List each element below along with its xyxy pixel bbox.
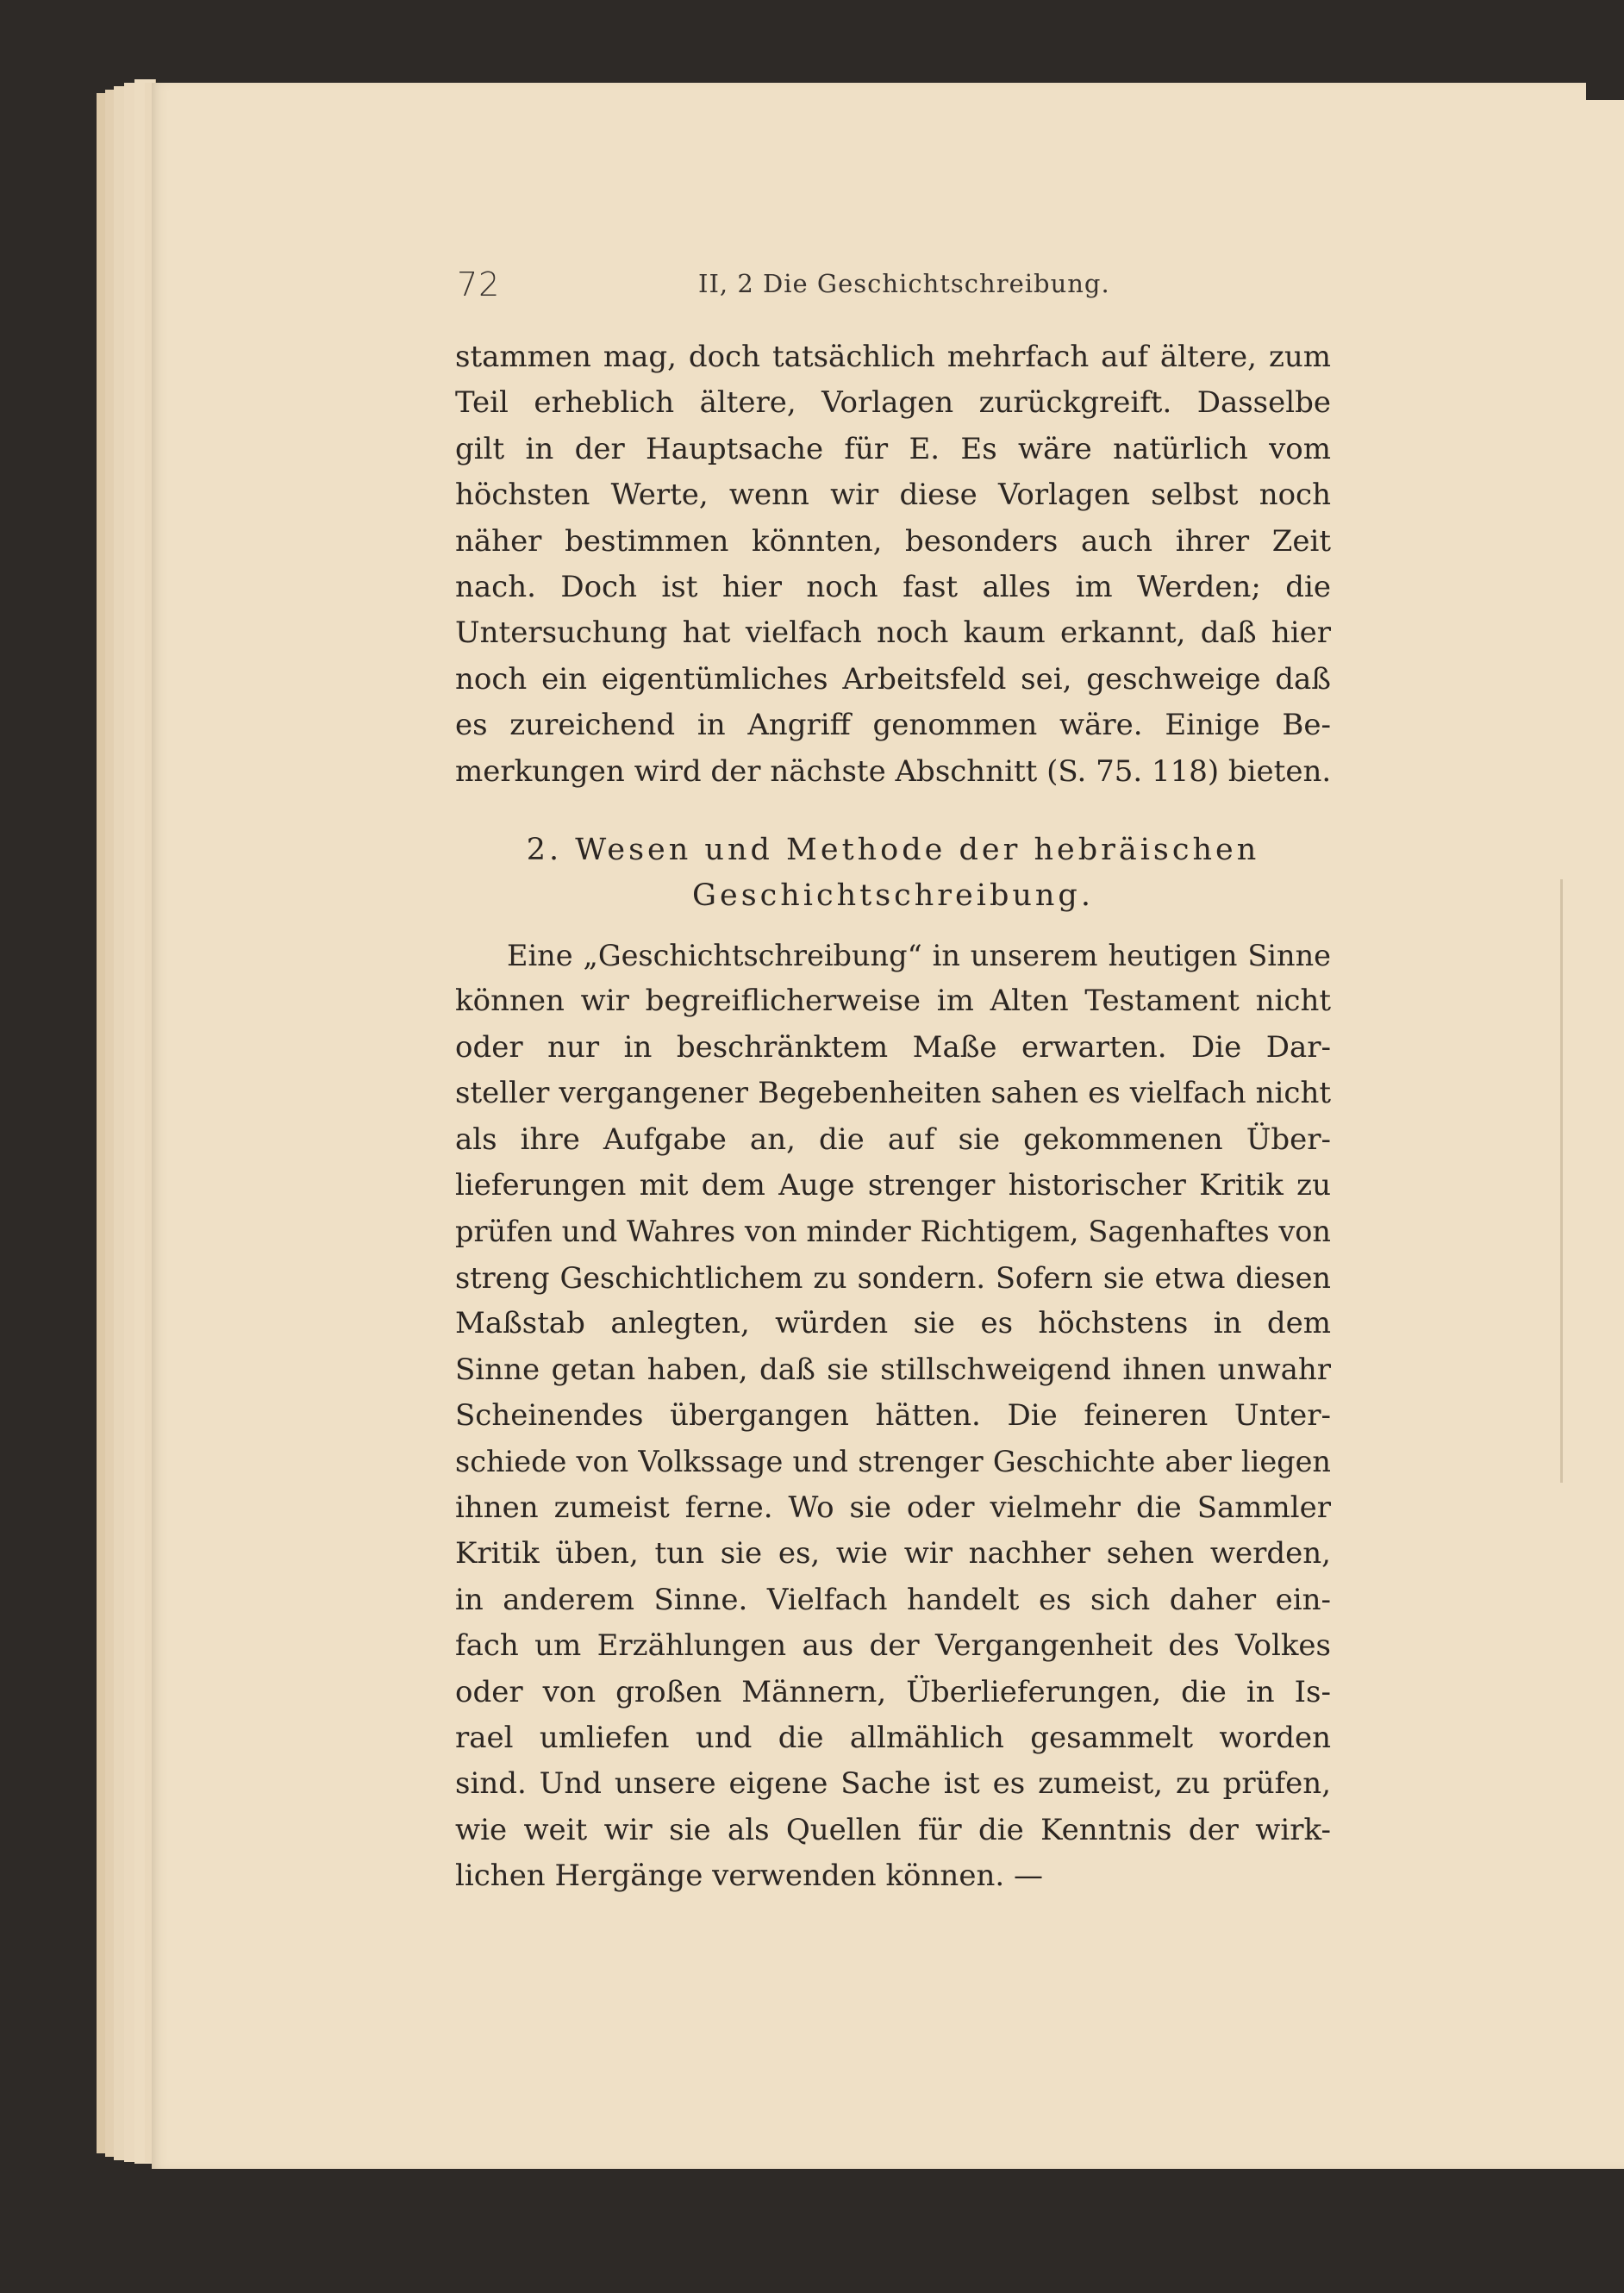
text-line: oder von großen Männern, Überlieferungen, die in Is- [455, 1674, 1331, 1709]
text-line: näher bestimmen könnten, besonders auch ihrer Zeit [455, 523, 1331, 559]
text-line: merkungen wird der nächste Abschnitt (S. 75. 118) bieten. [455, 753, 1331, 789]
section-heading [455, 828, 1331, 919]
text-line: Untersuchung hat vielfach noch kaum erkannt, daß hier [455, 615, 1331, 651]
text-line: fach um Erzählungen aus der Vergangenheit des Volkes [455, 1628, 1331, 1664]
paragraph-2 [455, 933, 1331, 1900]
text-line: Teil erheblich ältere, Vorlagen zurückgreift. Dasselbe [455, 385, 1331, 421]
text-line: prüfen und Wahres von minder Richtigem, Sagenhaftes von [455, 1215, 1331, 1249]
text-line: wie weit wir sie als Quellen für die Kenntnis der wirk- [455, 1812, 1331, 1847]
text-line: als ihre Aufgabe an, die auf sie gekommenen Über- [455, 1122, 1331, 1157]
text-line: es zureichend in Angriff genommen wäre. Einige Be- [455, 708, 1331, 743]
text-line: rael umliefen und die allmählich gesammelt worden [455, 1720, 1331, 1755]
section-heading-line-1: 2. Wesen und Methode der hebräischen [526, 833, 1260, 867]
text-line: schiede von Volkssage und strenger Geschichte aber liegen [455, 1445, 1331, 1479]
section-heading-line-2: Geschichtschreibung. [692, 878, 1094, 913]
text-line: Eine „Geschichtschreibung“ in unserem heutigen Sinne [507, 939, 1331, 972]
page-number: 72 [457, 266, 501, 303]
text-line: lieferungen mit dem Auge strenger historischer Kritik zu [455, 1168, 1331, 1203]
paragraph-1 [455, 334, 1331, 795]
page-fold-line [1560, 879, 1563, 1483]
text-line: oder nur in beschränktem Maße erwarten. Die Dar- [455, 1029, 1331, 1065]
running-head: II, 2 Die Geschichtschreibung. [698, 269, 1110, 298]
text-line: höchsten Werte, wenn wir diese Vorlagen selbst noch [455, 478, 1331, 513]
text-line: Scheinendes übergangen hätten. Die feineren Unter- [455, 1398, 1331, 1434]
text-line: in anderem Sinne. Vielfach handelt es sich daher ein- [455, 1582, 1331, 1617]
text-line: streng Geschichtlichem zu sondern. Sofern sie etwa diesen [455, 1260, 1331, 1295]
text-line: ihnen zumeist ferne. Wo sie oder vielmehr die Sammler [455, 1490, 1331, 1525]
page-header [457, 259, 1327, 310]
text-line: können wir begreiflicherweise im Alten Testament nicht [455, 984, 1331, 1019]
text-line: Sinne getan haben, daß sie stillschweigend ihnen unwahr [455, 1352, 1331, 1387]
text-line: nach. Doch ist hier noch fast alles im Werden; die [455, 570, 1331, 605]
text-line: steller vergangener Begebenheiten sahen es vielfach nicht [455, 1076, 1331, 1111]
text-line: gilt in der Hauptsache für E. Es wäre natürlich vom [455, 431, 1331, 466]
text-line: sind. Und unsere eigene Sache ist es zumeist, zu prüfen, [455, 1766, 1331, 1802]
text-line: stammen mag, doch tatsächlich mehrfach auf ältere, zum [455, 340, 1331, 374]
text-line: Kritik üben, tun sie es, wie wir nachher sehen werden, [455, 1536, 1331, 1571]
text-line: lichen Hergänge verwenden können. — [455, 1859, 1043, 1894]
text-line: noch ein eigentümliches Arbeitsfeld sei, geschweige daß [455, 661, 1331, 697]
text-line: Maßstab anlegten, würden sie es höchstens in dem [455, 1306, 1331, 1341]
background-corner [1586, 78, 1624, 100]
